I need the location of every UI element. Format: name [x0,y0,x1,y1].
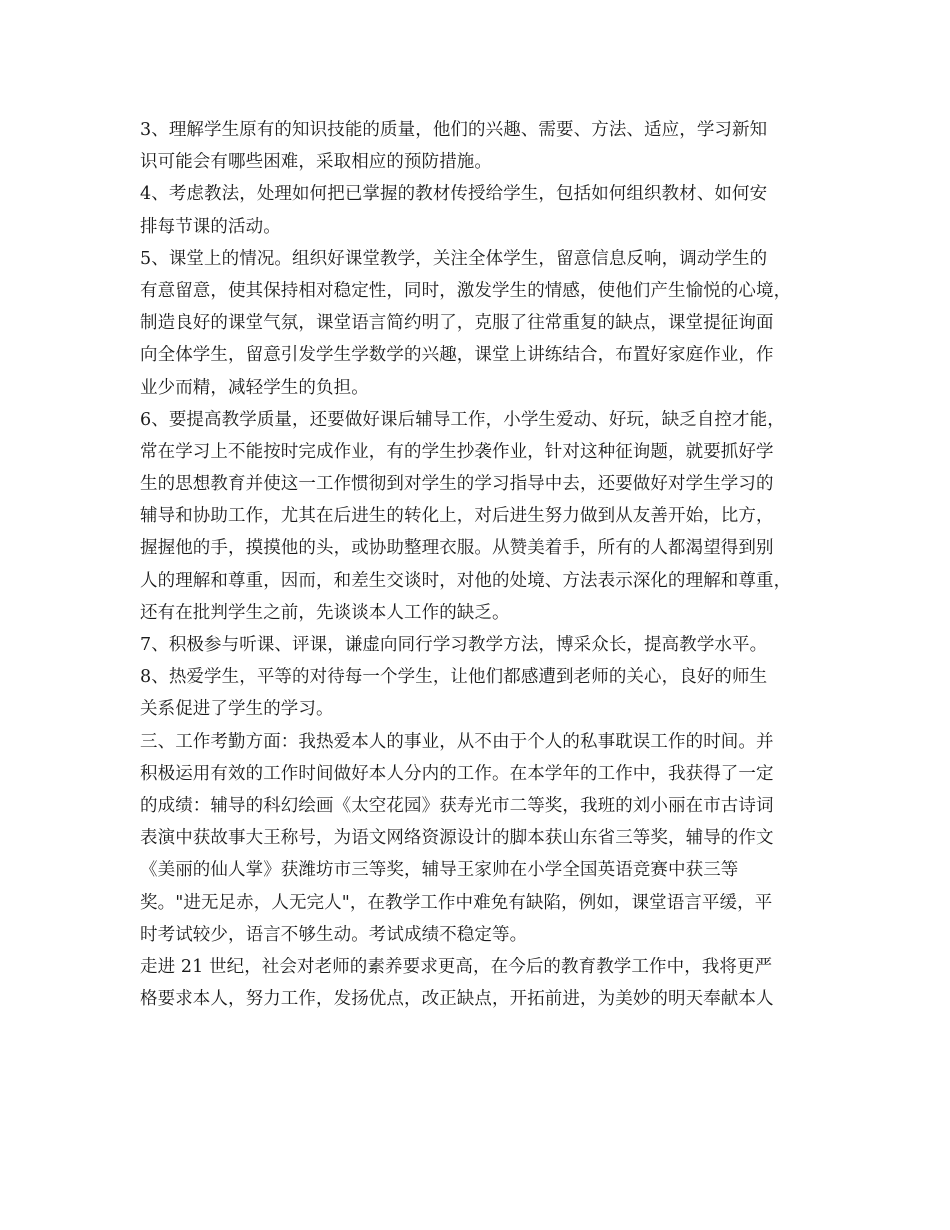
text-line: 还有在批判学生之前，先谈谈本人工作的缺乏。 [140,602,510,623]
text-line: 奖。"进无足赤，人无完人"，在教学工作中难免有缺陷，例如，课堂语言平缓，平 [140,892,773,913]
text-line: 7、积极参与听课、评课，谦虚向同行学习教学方法，博采众长，提高教学水平。 [140,635,768,655]
text-line: 格要求本人，努力工作，发扬优点，改正缺点，开拓前进，为美妙的明天奉献本人 [140,989,774,1010]
text-line: 常在学习上不能按时完成作业，有的学生抄袭作业，针对这种征询题，就要抓好学 [140,441,774,462]
document-body [140,114,820,1015]
text-line: 生的思想教育并使这一工作惯彻到对学生的学习指导中去，还要做好对学生学习的 [140,474,774,495]
text-line: 3、理解学生原有的知识技能的质量，他们的兴趣、需要、方法、适应，学习新知 [140,120,768,140]
text-line: 《美丽的仙人掌》获潍坊市三等奖，辅导王家帅在小学全国英语竞赛中获三等 [140,860,739,881]
text-line: 走进 21 世纪，社会对老师的素养要求更高，在今后的教育教学工作中，我将更严 [140,956,773,977]
text-line: 人的理解和尊重，因而，和差生交谈时，对他的处境、方法表示深化的理解和尊重， [140,570,792,591]
text-line: 表演中获故事大王称号，为语文网络资源设计的脚本获山东省三等奖，辅导的作文 [140,828,774,849]
text-line: 识可能会有哪些困难，采取相应的预防措施。 [140,152,492,173]
text-line: 排每节课的活动。 [140,216,281,237]
text-line: 业少而精，减轻学生的负担。 [140,377,369,398]
text-line: 辅导和协助工作，尤其在后进生的转化上，对后进生努力做到从友善开始，比方， [140,506,774,527]
text-line: 5、课堂上的情况。组织好课堂教学，关注全体学生，留意信息反响，调动学生的 [140,248,768,269]
text-line: 向全体学生，留意引发学生学数学的兴趣，课堂上讲练结合，布置好家庭作业，作 [140,345,774,366]
text-line: 时考试较少，语言不够生动。考试成绩不稳定等。 [140,924,528,945]
text-line: 制造良好的课堂气氛，课堂语言简约明了，克服了往常重复的缺点，课堂提征询面 [140,313,774,334]
text-line: 握握他的手，摸摸他的头，或协助整理衣服。从赞美着手，所有的人都渴望得到别 [140,538,774,559]
text-line: 6、要提高教学质量，还要做好课后辅导工作，小学生爱动、好玩，缺乏自控才能， [140,409,785,430]
text-line: 有意留意，使其保持相对稳定性，同时，激发学生的情感，使他们产生愉悦的心境， [140,280,792,301]
text-line: 三、工作考勤方面：我热爱本人的事业，从不由于个人的私事耽误工作的时间。并 [140,731,774,752]
text-line: 的成绩：辅导的科幻绘画《太空花园》获寿光市二等奖，我班的刘小丽在市古诗词 [140,795,774,816]
text-line: 8、热爱学生，平等的对待每一个学生，让他们都感遭到老师的关心，良好的师生 [140,667,768,688]
text-line: 积极运用有效的工作时间做好本人分内的工作。在本学年的工作中，我获得了一定 [140,763,774,784]
text-line: 4、考虑教法，处理如何把已掌握的教材传授给学生，包括如何组织教材、如何安 [140,184,768,205]
text-line: 关系促进了学生的学习。 [140,699,334,720]
